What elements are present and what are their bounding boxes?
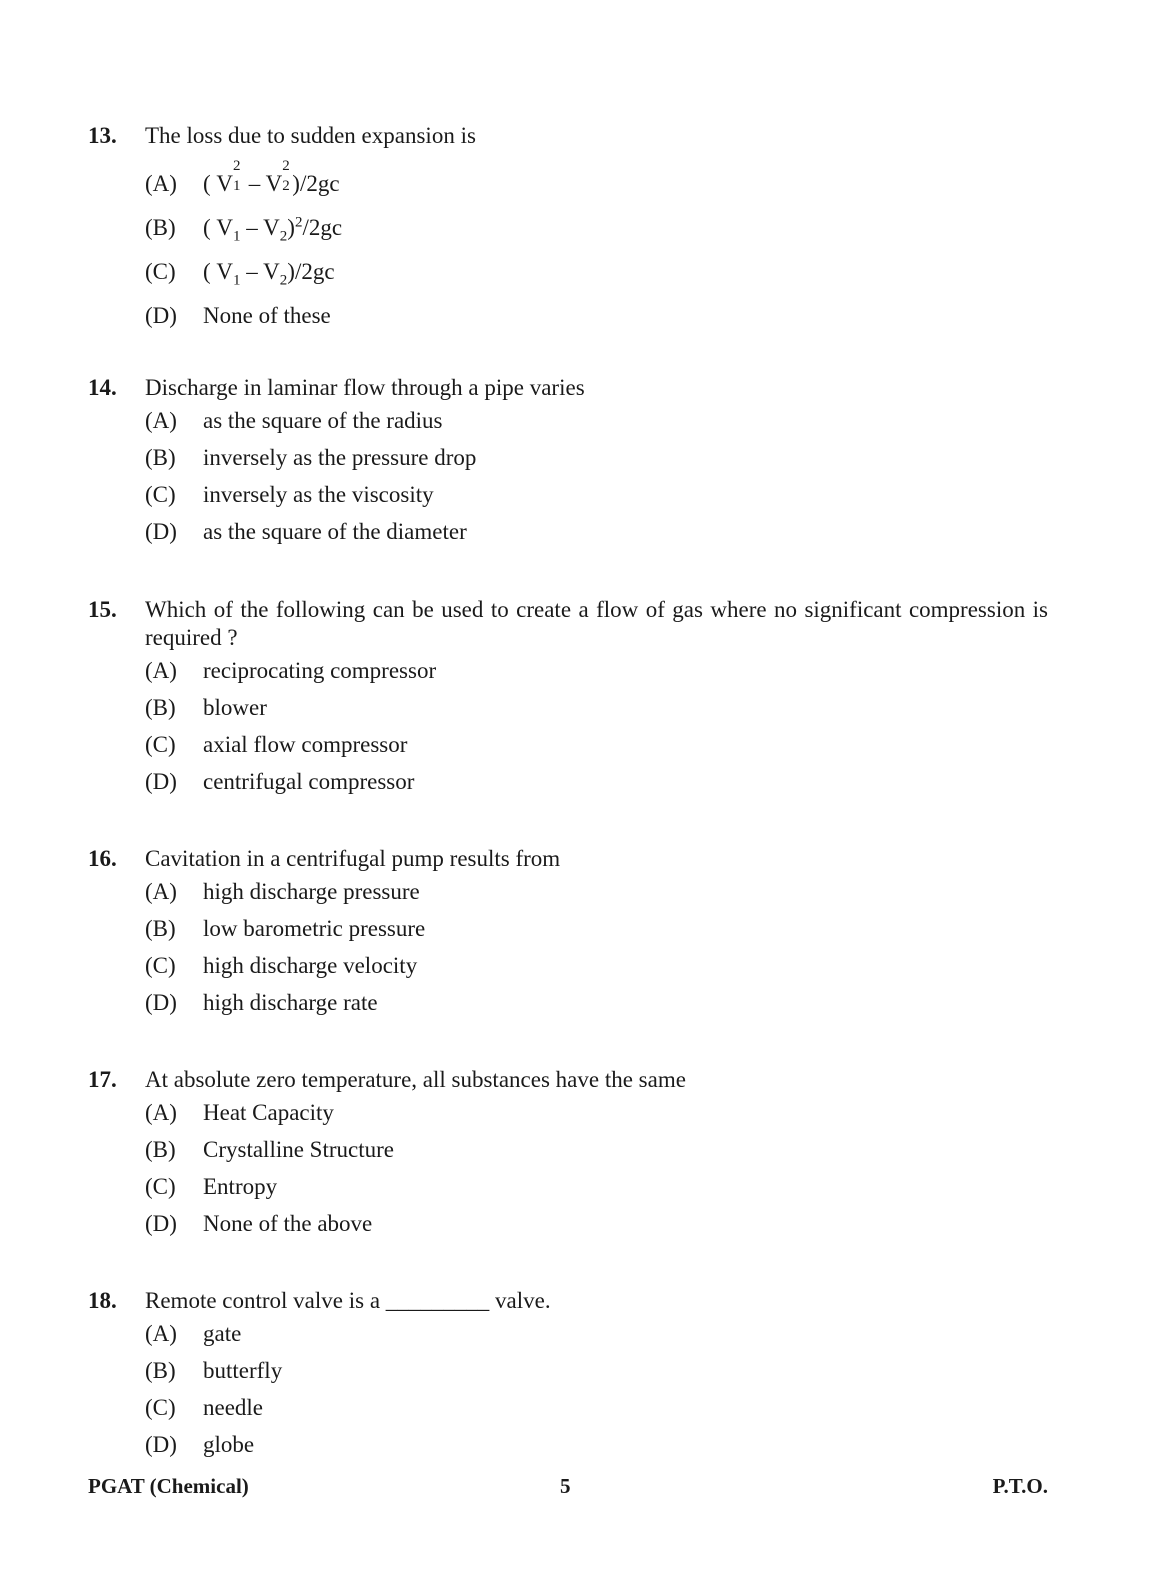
- option-text: butterfly: [203, 1357, 283, 1383]
- option-label: (C): [145, 481, 176, 507]
- question-text: Discharge in laminar flow through a pipe varies: [145, 375, 585, 400]
- option-a: [145, 402, 1048, 439]
- option-text: high discharge rate: [203, 989, 378, 1015]
- option-b: [145, 1352, 1048, 1389]
- option-label: (D): [145, 303, 177, 328]
- option-label: (A): [145, 657, 177, 683]
- option-label: (C): [145, 952, 176, 978]
- option-label: (B): [145, 1357, 176, 1383]
- option-c: [145, 250, 1048, 294]
- option-label: (D): [145, 1210, 177, 1236]
- option-text: globe: [203, 1431, 255, 1457]
- option-text: None of these: [203, 303, 331, 328]
- option-d: [145, 1426, 1048, 1463]
- option-d: [145, 1205, 1048, 1242]
- option-d: [145, 513, 1048, 550]
- footer-exam-title: PGAT (Chemical): [88, 1474, 249, 1498]
- option-text: low barometric pressure: [203, 915, 426, 941]
- option-label: (D): [145, 989, 177, 1015]
- page-footer: [88, 1472, 1048, 1500]
- option-label: (B): [145, 915, 176, 941]
- option-label: (D): [145, 1431, 177, 1457]
- option-b: [145, 910, 1048, 947]
- option-label: (A): [145, 878, 177, 904]
- question-18: [88, 1287, 1048, 1463]
- option-d: [145, 984, 1048, 1021]
- option-text: axial flow compressor: [203, 731, 408, 757]
- option-text: blower: [203, 694, 267, 720]
- option-text: high discharge pressure: [203, 878, 420, 904]
- question-number: 16.: [88, 846, 117, 871]
- option-text: reciprocating compressor: [203, 657, 437, 683]
- option-label: (D): [145, 768, 177, 794]
- option-c: [145, 1389, 1048, 1426]
- question-text: At absolute zero temperature, all substances have the same: [145, 1067, 686, 1092]
- question-17: [88, 1066, 1048, 1242]
- option-c: [145, 1168, 1048, 1205]
- option-d: [145, 294, 1048, 338]
- option-b: [145, 439, 1048, 476]
- question-13: [88, 122, 1048, 338]
- question-text: The loss due to sudden expansion is: [145, 123, 476, 148]
- option-label: (A): [145, 407, 177, 433]
- option-text: needle: [203, 1394, 264, 1420]
- question-number: 15.: [88, 597, 117, 622]
- option-a: [145, 1094, 1048, 1131]
- option-c: [145, 726, 1048, 763]
- option-d: [145, 763, 1048, 800]
- option-text: as the square of the radius: [203, 407, 443, 433]
- option-formula: ( $V_1 - V_2)/2gc$: [203, 259, 335, 289]
- option-label: (C): [145, 1394, 176, 1420]
- option-label: (B): [145, 444, 176, 470]
- option-text: inversely as the viscosity: [203, 481, 434, 507]
- option-a: [145, 1315, 1048, 1352]
- option-label: (D): [145, 518, 177, 544]
- question-number: 14.: [88, 375, 117, 400]
- option-text: centrifugal compressor: [203, 768, 415, 794]
- question-text: Remote control valve is a _________ valve.: [145, 1288, 551, 1313]
- question-number: 13.: [88, 123, 117, 148]
- option-c: [145, 947, 1048, 984]
- option-label: (C): [145, 731, 176, 757]
- option-label: (A): [145, 1099, 177, 1125]
- option-b: [145, 689, 1048, 726]
- option-formula: ( V 2 1 – V 2 2 )/2gc: [203, 158, 340, 196]
- option-a: [145, 652, 1048, 689]
- option-text: Crystalline Structure: [203, 1136, 394, 1162]
- question-number: 18.: [88, 1288, 117, 1313]
- option-text: gate: [203, 1320, 242, 1346]
- footer-pto: P.T.O.: [992, 1474, 1048, 1498]
- option-label: (A): [145, 171, 177, 196]
- question-number: 17.: [88, 1067, 117, 1092]
- option-c: [145, 476, 1048, 513]
- option-label: (B): [145, 215, 176, 240]
- option-label: (C): [145, 1173, 176, 1199]
- option-b: [145, 1131, 1048, 1168]
- option-label: (B): [145, 1136, 176, 1162]
- option-text: inversely as the pressure drop: [203, 444, 477, 470]
- question-text: Which of the following can be used to create a flow of gas where no significant compression is required ?: [145, 597, 1048, 650]
- option-text: None of the above: [203, 1210, 373, 1236]
- option-text: Heat Capacity: [203, 1099, 334, 1125]
- option-label: (B): [145, 694, 176, 720]
- option-label: (C): [145, 259, 176, 284]
- option-a: [145, 158, 1048, 206]
- option-text: high discharge velocity: [203, 952, 418, 978]
- question-16: [88, 845, 1048, 1021]
- question-15: [88, 596, 1048, 800]
- option-b: [145, 206, 1048, 250]
- question-text: Cavitation in a centrifugal pump results from: [145, 846, 561, 871]
- question-14: [88, 374, 1048, 550]
- option-a: [145, 873, 1048, 910]
- option-label: (A): [145, 1320, 177, 1346]
- option-formula: ( $V_1 - V_2)^2/2gc$: [203, 214, 343, 245]
- option-text: Entropy: [203, 1173, 278, 1199]
- option-text: as the square of the diameter: [203, 518, 467, 544]
- page-number: 5: [560, 1474, 571, 1498]
